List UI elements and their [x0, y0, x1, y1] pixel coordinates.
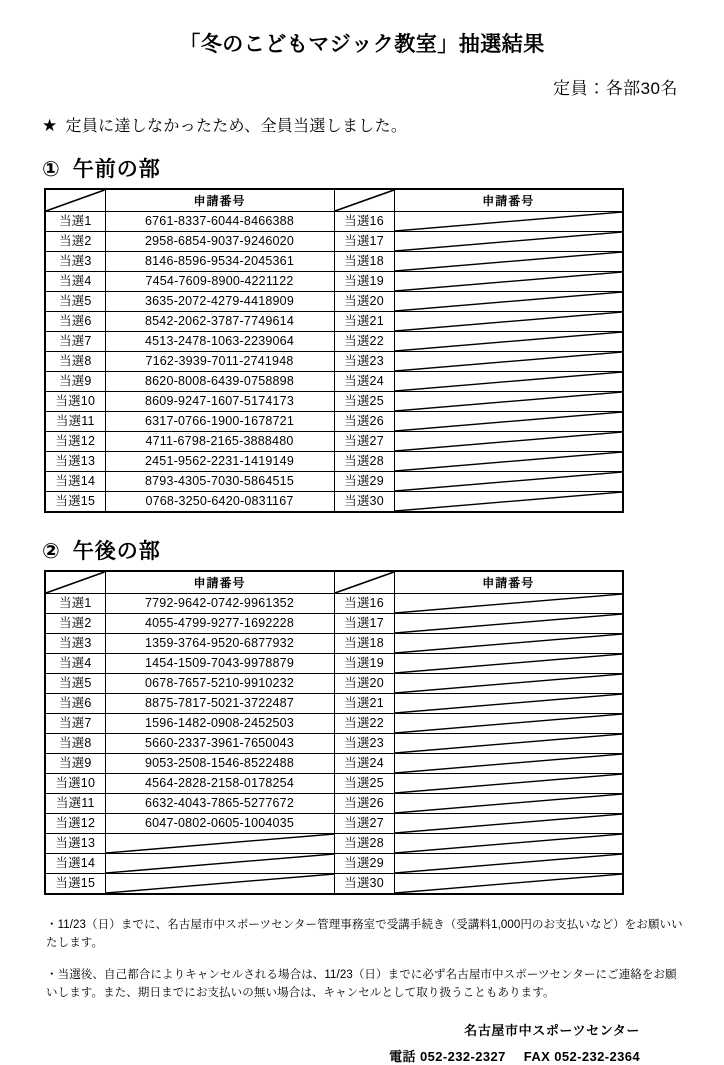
winner-label-right: 当選19	[334, 272, 394, 292]
table-row	[45, 614, 623, 634]
application-number-left: 4564-2828-2158-0178254	[105, 774, 334, 794]
application-number-left	[105, 854, 334, 874]
diagonal-strike-icon	[395, 854, 623, 873]
diagonal-slash-icon	[46, 572, 105, 593]
table-body-morning	[45, 212, 623, 513]
winner-label-right: 当選29	[334, 472, 394, 492]
note-item: ・11/23（日）までに、名古屋市中スポーツセンター管理事務室で受講手続き（受講料1,000円のお支払いなど）をお願いいたします。	[46, 919, 683, 949]
application-number-right	[394, 834, 623, 854]
diagonal-strike-icon	[395, 452, 623, 471]
diagonal-strike-icon	[395, 654, 623, 673]
section-heading-morning	[0, 136, 724, 183]
diagonal-strike-icon	[395, 332, 623, 351]
table-row	[45, 332, 623, 352]
application-number-left	[105, 874, 334, 895]
application-number-right	[394, 814, 623, 834]
results-table-wrapper-morning	[0, 183, 724, 513]
diagonal-strike-icon	[106, 874, 334, 893]
application-number-right	[394, 272, 623, 292]
winner-label-right: 当選18	[334, 252, 394, 272]
section-number: ①	[42, 158, 61, 182]
application-number-right	[394, 654, 623, 674]
table-row	[45, 412, 623, 432]
diagonal-strike-icon	[395, 232, 623, 251]
footer-notes	[0, 895, 724, 1002]
application-number-left: 8793-4305-7030-5864515	[105, 472, 334, 492]
winner-label-left: 当選2	[45, 232, 105, 252]
application-number-right	[394, 292, 623, 312]
application-number-left: 5660-2337-3961-7650043	[105, 734, 334, 754]
winner-label-left: 当選14	[45, 472, 105, 492]
application-number-left: 0768-3250-6420-0831167	[105, 492, 334, 513]
application-number-left	[105, 834, 334, 854]
application-number-left: 4711-6798-2165-3888480	[105, 432, 334, 452]
table-row	[45, 232, 623, 252]
header-blank-left	[45, 189, 105, 212]
diagonal-strike-icon	[395, 774, 623, 793]
application-number-right	[394, 492, 623, 513]
announcement-line	[0, 99, 724, 136]
application-number-right	[394, 452, 623, 472]
table-header-row	[45, 571, 623, 594]
table-row	[45, 874, 623, 895]
table-row	[45, 814, 623, 834]
application-number-right	[394, 674, 623, 694]
winner-label-left: 当選8	[45, 352, 105, 372]
application-number-left: 7792-9642-0742-9961352	[105, 594, 334, 614]
table-row	[45, 774, 623, 794]
header-application-number-left: 申請番号	[105, 571, 334, 594]
winner-label-left: 当選13	[45, 452, 105, 472]
winner-label-left: 当選14	[45, 854, 105, 874]
application-number-right	[394, 412, 623, 432]
results-table-wrapper-afternoon	[0, 565, 724, 895]
diagonal-strike-icon	[395, 714, 623, 733]
page-title: 「冬のこどもマジック教室」抽選結果	[179, 33, 545, 56]
diagonal-strike-icon	[395, 814, 623, 833]
table-row	[45, 472, 623, 492]
winner-label-left: 当選12	[45, 432, 105, 452]
application-number-right	[394, 594, 623, 614]
winner-label-left: 当選5	[45, 674, 105, 694]
diagonal-strike-icon	[395, 734, 623, 753]
application-number-left: 8542-2062-3787-7749614	[105, 312, 334, 332]
application-number-left: 4055-4799-9277-1692228	[105, 614, 334, 634]
diagonal-strike-icon	[395, 694, 623, 713]
application-number-right	[394, 252, 623, 272]
winner-label-left: 当選1	[45, 212, 105, 232]
section-name: 午後の部	[72, 540, 161, 564]
winner-label-left: 当選4	[45, 654, 105, 674]
winner-label-right: 当選20	[334, 292, 394, 312]
table-row	[45, 252, 623, 272]
header-application-number-left: 申請番号	[105, 189, 334, 212]
winner-label-left: 当選7	[45, 714, 105, 734]
table-row	[45, 352, 623, 372]
winner-label-left: 当選13	[45, 834, 105, 854]
table-row	[45, 312, 623, 332]
diagonal-strike-icon	[395, 312, 623, 331]
diagonal-strike-icon	[395, 272, 623, 291]
table-row	[45, 694, 623, 714]
winner-label-right: 当選23	[334, 734, 394, 754]
diagonal-strike-icon	[395, 472, 623, 491]
table-row	[45, 272, 623, 292]
application-number-left: 1596-1482-0908-2452503	[105, 714, 334, 734]
diagonal-strike-icon	[395, 754, 623, 773]
winner-label-right: 当選20	[334, 674, 394, 694]
table-row	[45, 654, 623, 674]
diagonal-strike-icon	[395, 634, 623, 653]
winner-label-left: 当選6	[45, 694, 105, 714]
table-row	[45, 392, 623, 412]
winner-label-right: 当選25	[334, 392, 394, 412]
winner-label-right: 当選29	[334, 854, 394, 874]
table-row	[45, 794, 623, 814]
table-header-row	[45, 189, 623, 212]
winner-label-left: 当選11	[45, 794, 105, 814]
diagonal-strike-icon	[395, 834, 623, 853]
winner-label-left: 当選2	[45, 614, 105, 634]
diagonal-strike-icon	[106, 854, 334, 873]
application-number-right	[394, 794, 623, 814]
winner-label-right: 当選22	[334, 332, 394, 352]
winner-label-left: 当選9	[45, 754, 105, 774]
application-number-left: 6632-4043-7865-5277672	[105, 794, 334, 814]
winner-label-right: 当選24	[334, 372, 394, 392]
winner-label-right: 当選19	[334, 654, 394, 674]
winner-label-right: 当選22	[334, 714, 394, 734]
application-number-right	[394, 614, 623, 634]
winner-label-right: 当選26	[334, 412, 394, 432]
header-blank-right	[334, 189, 394, 212]
table-row	[45, 634, 623, 654]
table-row	[45, 714, 623, 734]
diagonal-strike-icon	[395, 392, 623, 411]
winner-label-left: 当選10	[45, 774, 105, 794]
organization-name: 名古屋市中スポーツセンター	[464, 1023, 640, 1039]
application-number-left: 1359-3764-9520-6877932	[105, 634, 334, 654]
winner-label-left: 当選4	[45, 272, 105, 292]
section-name: 午前の部	[72, 158, 161, 182]
winner-label-right: 当選27	[334, 432, 394, 452]
table-row	[45, 492, 623, 513]
star-icon: ★	[42, 116, 58, 136]
results-table-afternoon	[44, 570, 624, 895]
note-item: ・当選後、自己都合によりキャンセルされる場合は、11/23（日）までに必ず名古屋市中スポーツセンターにご連絡をお願いします。また、期日までにお支払いの無い場合は、キャンセルとして取り扱うこともあります。	[46, 968, 677, 999]
diagonal-slash-icon	[335, 572, 394, 593]
diagonal-strike-icon	[395, 794, 623, 813]
table-row	[45, 854, 623, 874]
winner-label-right: 当選16	[334, 594, 394, 614]
application-number-right	[394, 312, 623, 332]
application-number-left: 9053-2508-1546-8522488	[105, 754, 334, 774]
winner-label-right: 当選17	[334, 614, 394, 634]
application-number-right	[394, 212, 623, 232]
application-number-right	[394, 754, 623, 774]
announcement-text: 定員に達しなかったため、全員当選しました。	[65, 118, 408, 136]
winner-label-left: 当選6	[45, 312, 105, 332]
application-number-right	[394, 714, 623, 734]
header-blank-right	[334, 571, 394, 594]
section-number: ②	[42, 540, 61, 564]
application-number-right	[394, 634, 623, 654]
application-number-left: 8620-8008-6439-0758898	[105, 372, 334, 392]
diagonal-strike-icon	[395, 674, 623, 693]
table-row	[45, 674, 623, 694]
table-row	[45, 734, 623, 754]
application-number-right	[394, 472, 623, 492]
table-row	[45, 594, 623, 614]
winner-label-left: 当選9	[45, 372, 105, 392]
winner-label-right: 当選16	[334, 212, 394, 232]
phone-number: 052-232-2327	[419, 1049, 506, 1065]
winner-label-right: 当選23	[334, 352, 394, 372]
application-number-left: 4513-2478-1063-2239064	[105, 332, 334, 352]
winner-label-left: 当選3	[45, 252, 105, 272]
winner-label-right: 当選30	[334, 874, 394, 895]
winner-label-right: 当選28	[334, 834, 394, 854]
winner-label-right: 当選25	[334, 774, 394, 794]
application-number-right	[394, 352, 623, 372]
diagonal-slash-icon	[335, 190, 394, 211]
diagonal-strike-icon	[395, 614, 623, 633]
fax-label: FAX	[523, 1049, 551, 1065]
diagonal-strike-icon	[395, 594, 623, 613]
application-number-left: 6047-0802-0605-1004035	[105, 814, 334, 834]
table-row	[45, 452, 623, 472]
winner-label-left: 当選12	[45, 814, 105, 834]
winner-label-right: 当選26	[334, 794, 394, 814]
application-number-left: 8146-8596-9534-2045361	[105, 252, 334, 272]
contact-line	[0, 1046, 640, 1065]
application-number-left: 8609-9247-1607-5174173	[105, 392, 334, 412]
diagonal-strike-icon	[395, 292, 623, 311]
table-row	[45, 754, 623, 774]
diagonal-strike-icon	[395, 412, 623, 431]
table-row	[45, 292, 623, 312]
application-number-left: 6317-0766-1900-1678721	[105, 412, 334, 432]
application-number-right	[394, 392, 623, 412]
capacity-note: 定員：各部30名	[553, 79, 678, 99]
winner-label-right: 当選28	[334, 452, 394, 472]
diagonal-strike-icon	[395, 874, 623, 893]
winner-label-left: 当選8	[45, 734, 105, 754]
application-number-right	[394, 874, 623, 895]
diagonal-strike-icon	[395, 492, 623, 511]
winner-label-right: 当選18	[334, 634, 394, 654]
section-heading-afternoon	[0, 513, 724, 565]
application-number-right	[394, 854, 623, 874]
winner-label-right: 当選30	[334, 492, 394, 513]
application-number-left: 8875-7817-5021-3722487	[105, 694, 334, 714]
winner-label-left: 当選1	[45, 594, 105, 614]
winner-label-right: 当選21	[334, 312, 394, 332]
header-application-number-right: 申請番号	[394, 189, 623, 212]
application-number-right	[394, 694, 623, 714]
application-number-left: 1454-1509-7043-9978879	[105, 654, 334, 674]
application-number-right	[394, 432, 623, 452]
header-blank-left	[45, 571, 105, 594]
application-number-left: 2451-9562-2231-1419149	[105, 452, 334, 472]
diagonal-strike-icon	[395, 432, 623, 451]
winner-label-left: 当選11	[45, 412, 105, 432]
phone-label: 電話	[389, 1049, 416, 1065]
winner-label-right: 当選21	[334, 694, 394, 714]
table-body-afternoon	[45, 594, 623, 895]
diagonal-strike-icon	[395, 212, 623, 231]
winner-label-left: 当選15	[45, 874, 105, 895]
table-row	[45, 212, 623, 232]
diagonal-slash-icon	[46, 190, 105, 211]
table-row	[45, 834, 623, 854]
winner-label-right: 当選24	[334, 754, 394, 774]
results-table-morning	[44, 188, 624, 513]
application-number-left: 2958-6854-9037-9246020	[105, 232, 334, 252]
header-application-number-right: 申請番号	[394, 571, 623, 594]
table-row	[45, 432, 623, 452]
application-number-left: 6761-8337-6044-8466388	[105, 212, 334, 232]
winner-label-left: 当選3	[45, 634, 105, 654]
diagonal-strike-icon	[395, 372, 623, 391]
winner-label-left: 当選7	[45, 332, 105, 352]
application-number-right	[394, 774, 623, 794]
application-number-right	[394, 734, 623, 754]
application-number-left: 7454-7609-8900-4221122	[105, 272, 334, 292]
winner-label-left: 当選10	[45, 392, 105, 412]
diagonal-strike-icon	[395, 252, 623, 271]
winner-label-left: 当選15	[45, 492, 105, 513]
application-number-right	[394, 372, 623, 392]
winner-label-left: 当選5	[45, 292, 105, 312]
diagonal-strike-icon	[106, 834, 334, 853]
application-number-right	[394, 332, 623, 352]
fax-number: 052-232-2364	[554, 1049, 640, 1065]
winner-label-right: 当選27	[334, 814, 394, 834]
application-number-right	[394, 232, 623, 252]
application-number-left: 0678-7657-5210-9910232	[105, 674, 334, 694]
application-number-left: 3635-2072-4279-4418909	[105, 292, 334, 312]
application-number-left: 7162-3939-7011-2741948	[105, 352, 334, 372]
diagonal-strike-icon	[395, 352, 623, 371]
table-row	[45, 372, 623, 392]
winner-label-right: 当選17	[334, 232, 394, 252]
